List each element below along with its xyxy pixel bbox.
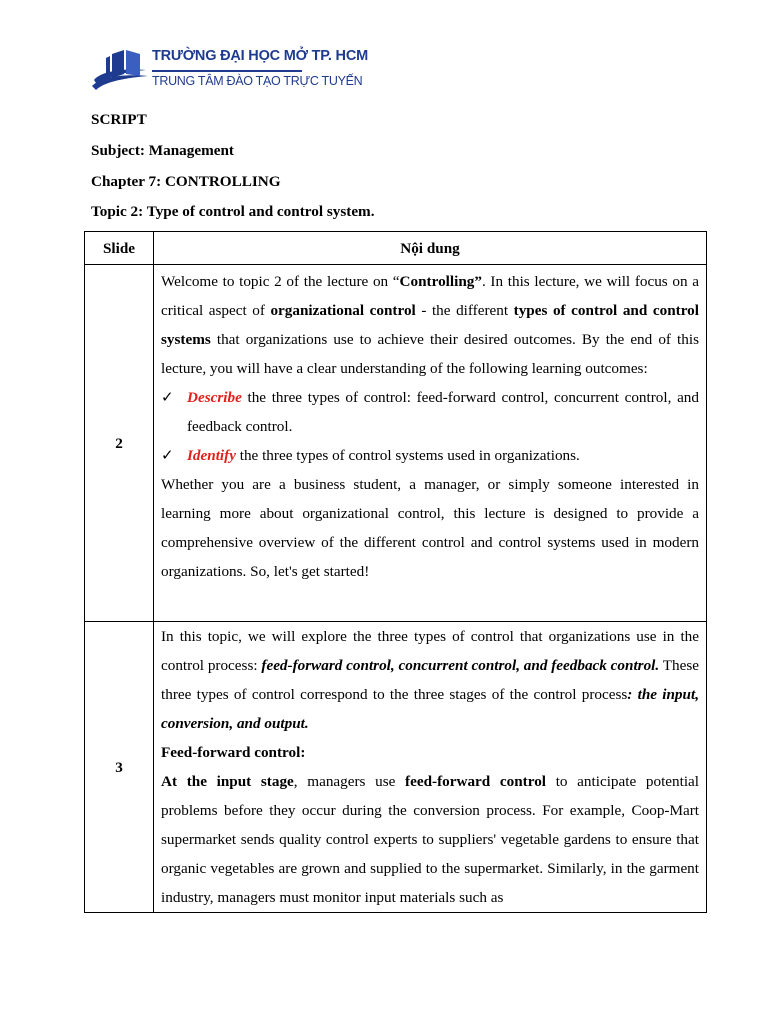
topic-heading: Topic 2: Type of control and control system. [91,203,375,220]
intro-paragraph: Welcome to topic 2 of the lecture on “Controlling”. In this lecture, we will focus on a critical aspect of organizational control - the different types of control and control systems that organizations use to achieve their desired outcomes. By the end of this lecture, you will have a clear understanding of the following learning outcomes: [161,273,699,377]
list-item: ✓ Identify the three types of control systems used in organizations. [161,441,699,470]
checkmark-icon: ✓ [161,447,174,464]
section-subheading: Feed-forward control: [161,744,306,761]
subject-heading: Subject: Management [91,142,234,159]
intro-paragraph: In this topic, we will explore the three types of control that organizations use in the control process: feed-forward control, concurrent control, and feedback control. These three types of control correspond to the three stages of the control process: the input, conversion, and output. [161,628,699,732]
slide-content [154,622,707,913]
slide-number: 2 [85,265,154,622]
table-row [85,622,707,913]
chapter-heading: Chapter 7: CONTROLLING [91,173,281,190]
doc-type-heading: SCRIPT [91,111,147,128]
table-header-row [85,232,707,265]
table-row [85,265,707,622]
column-header-content: Nội dung [154,232,707,265]
logo-title: TRƯỜNG ĐẠI HỌC MỞ TP. HCM [152,48,368,64]
logo-divider [152,70,302,72]
body-paragraph: At the input stage, managers use feed-forward control to anticipate potential problems before they occur during the conversion process. For example, Coop-Mart supermarket sends quality control experts to suppliers' vegetable gardens to ensure that organic vegetables are grown and supplied to the supermarket. Similarly, in the garment industry, managers must monitor input materials such as [161,773,700,906]
list-item: ✓ Describe the three types of control: feed-forward control, concurrent control, and feedback control. [161,383,699,441]
closing-paragraph: Whether you are a business student, a manager, or simply someone interested in learning more about organizational control, this lecture is designed to provide a comprehensive overview of the different control and control systems used in modern organizations. So, let's get started! [161,476,699,580]
book-logo-icon [90,46,150,92]
column-header-slide: Slide [85,232,154,265]
logo-subtitle: TRUNG TÂM ĐÀO TẠO TRỰC TUYẾN [152,74,363,88]
checkmark-icon: ✓ [161,389,174,406]
university-logo [90,44,368,96]
slide-content [154,265,707,622]
script-table [84,231,707,913]
slide-number: 3 [85,622,154,913]
